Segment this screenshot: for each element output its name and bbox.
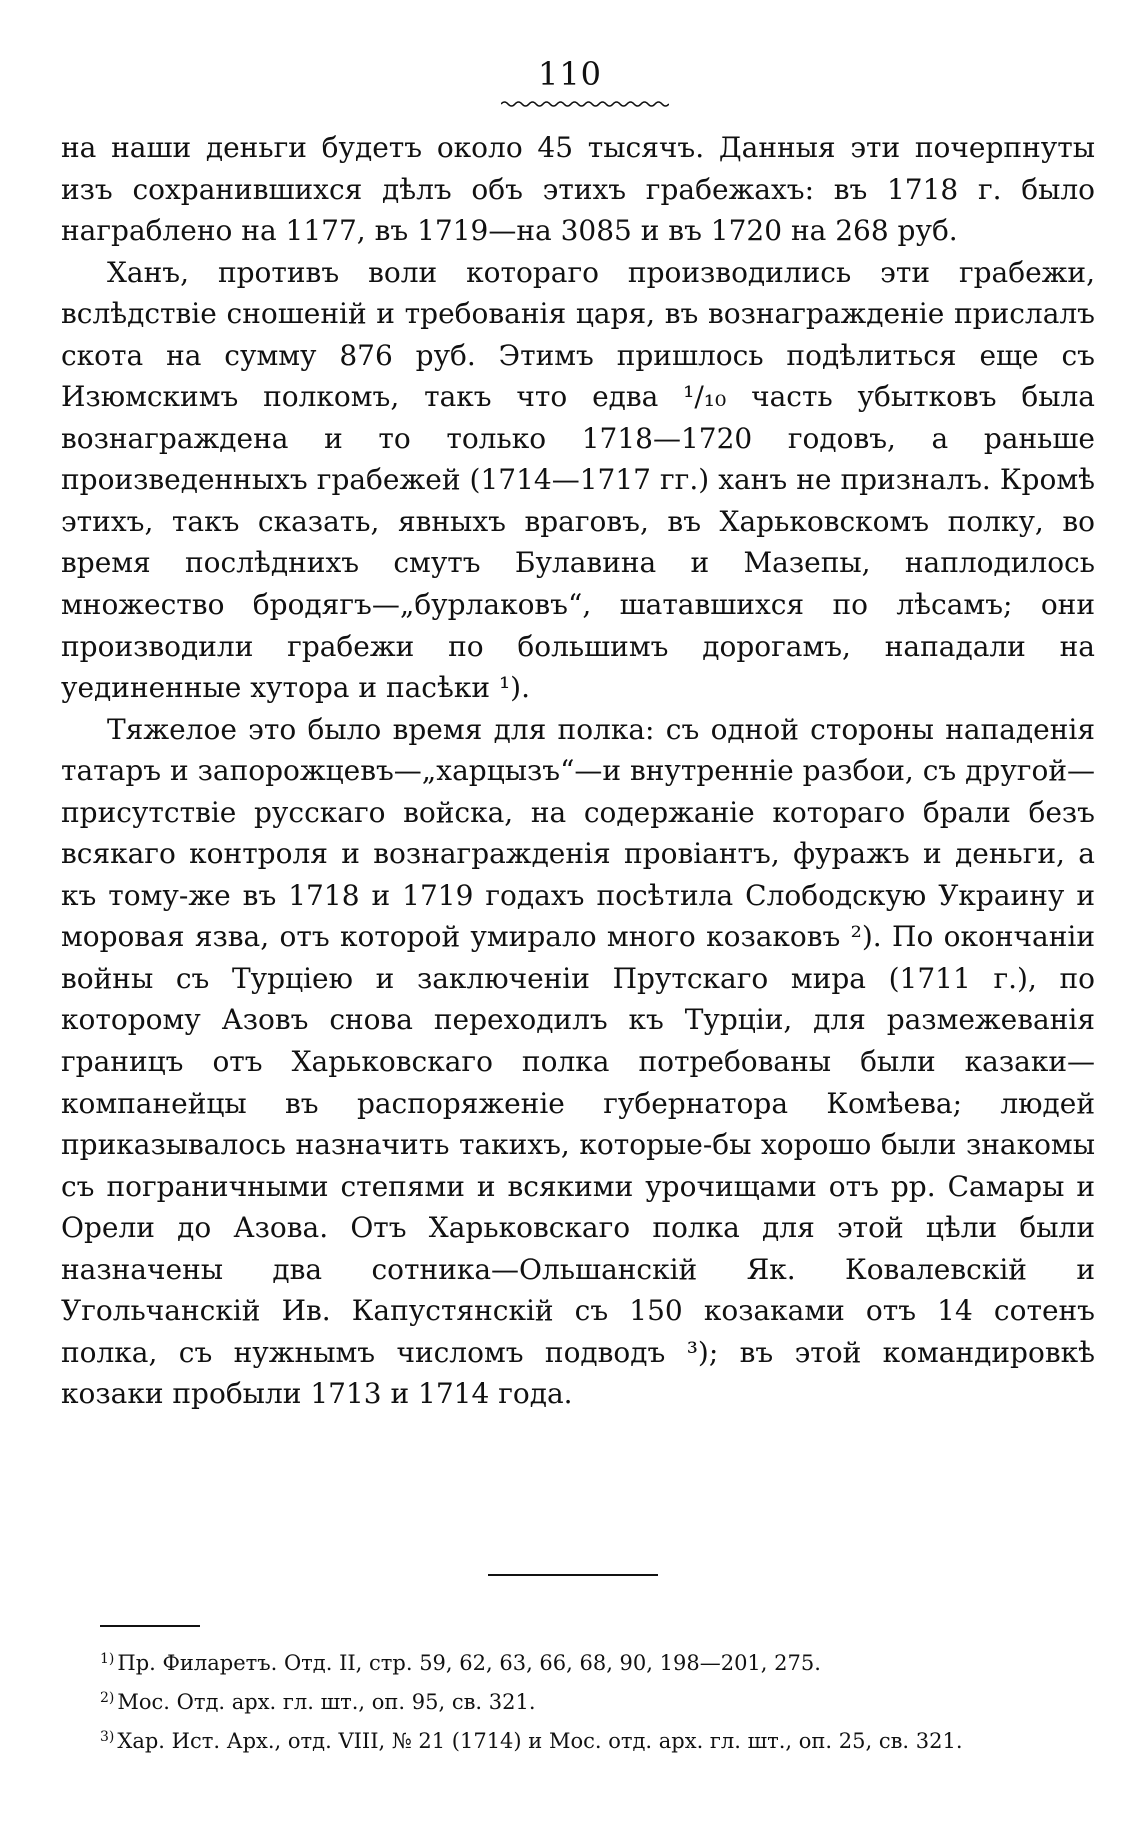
page-number: 110 bbox=[537, 55, 603, 93]
footnote-separator bbox=[100, 1625, 200, 1627]
paragraph: Тяжелое это было время для полка: съ одной стороны нападенія татаръ и запорожцевъ—„харцызъ“—и внутренніе разбои, съ другой—присутствіе русскаго войска, на содержаніе котораго брали безъ всякаго контроля и вознагражденія провіантъ, фуражъ и деньги, а къ тому-же въ 1718 и 1719 годахъ посѣтила Слободскую Украину и моровая язва, отъ которой умирало много козаковъ ²). По окончаніи войны съ Турціею и заключеніи Прутскаго мира (1711 г.), по которому Азовъ снова переходилъ къ Турціи, для размежеванія границъ отъ Харьковскаго полка потребованы были казаки—компанейцы въ распоряженіе губернатора Комѣева; людей приказывалось назначить такихъ, которые-бы хорошо были знакомы съ пограничными степями и всякими урочищами отъ рр. Самары и Орели до Азова. Отъ Харьковскаго полка для этой цѣли были назначены два сотника—Ольшанскій Як. Ковалевскій и Угольчанскій Ив. Капустянскій съ 150 козаками отъ 14 сотенъ полка, съ нужнымъ числомъ подводъ ³); въ этой командировкѣ козаки пробыли 1713 и 1714 года. bbox=[61, 712, 1095, 1411]
footnote-text: Хар. Ист. Арх., отд. VIII, № 21 (1714) и Мос. отд. арх. гл. шт., оп. 25, св. 321. bbox=[117, 1729, 963, 1753]
footnotes bbox=[100, 1642, 1110, 1759]
footnote-marker: 2) bbox=[100, 1690, 115, 1706]
footnote bbox=[100, 1681, 1110, 1720]
footnote bbox=[100, 1720, 1110, 1759]
wavy-underline-ornament bbox=[501, 99, 669, 109]
paragraph: на наши деньги будетъ около 45 тысячъ. Данныя эти почерпнуты изъ сохранившихся дѣлъ объ этихъ грабежахъ: въ 1718 г. было награблено на 1177, въ 1719—на 3085 и въ 1720 на 268 руб. bbox=[61, 131, 1095, 248]
body-text bbox=[61, 127, 1095, 1415]
footnote-marker: 3) bbox=[100, 1729, 115, 1745]
paragraph: Ханъ, противъ воли котораго производились эти грабежи, вслѣдствіе сношеній и требованія царя, въ вознагражденіе прислалъ скота на сумму 876 руб. Этимъ пришлось подѣлиться еще съ Изюмскимъ полкомъ, такъ что едва ¹/₁₀ часть убытковъ была вознаграждена и то только 1718—1720 годовъ, а раньше произведенныхъ грабежей (1714—1717 гг.) ханъ не призналъ. Кромѣ этихъ, такъ сказать, явныхъ враговъ, въ Харьковскомъ полку, во время послѣднихъ смутъ Булавина и Мазепы, наплодилось множество бродягъ—„бурлаковъ“, шатавшихся по лѣсамъ; они производили грабежи по большимъ дорогамъ, нападали на уединенные хутора и пасѣки ¹). bbox=[61, 255, 1095, 705]
footnote-text: Мос. Отд. арх. гл. шт., оп. 95, св. 321. bbox=[117, 1690, 536, 1714]
footnote-text: Пр. Филаретъ. Отд. II, стр. 59, 62, 63, 66, 68, 90, 198—201, 275. bbox=[117, 1651, 821, 1675]
section-end-rule bbox=[488, 1574, 658, 1576]
footnote bbox=[100, 1642, 1110, 1681]
footnote-marker: 1) bbox=[100, 1651, 115, 1667]
